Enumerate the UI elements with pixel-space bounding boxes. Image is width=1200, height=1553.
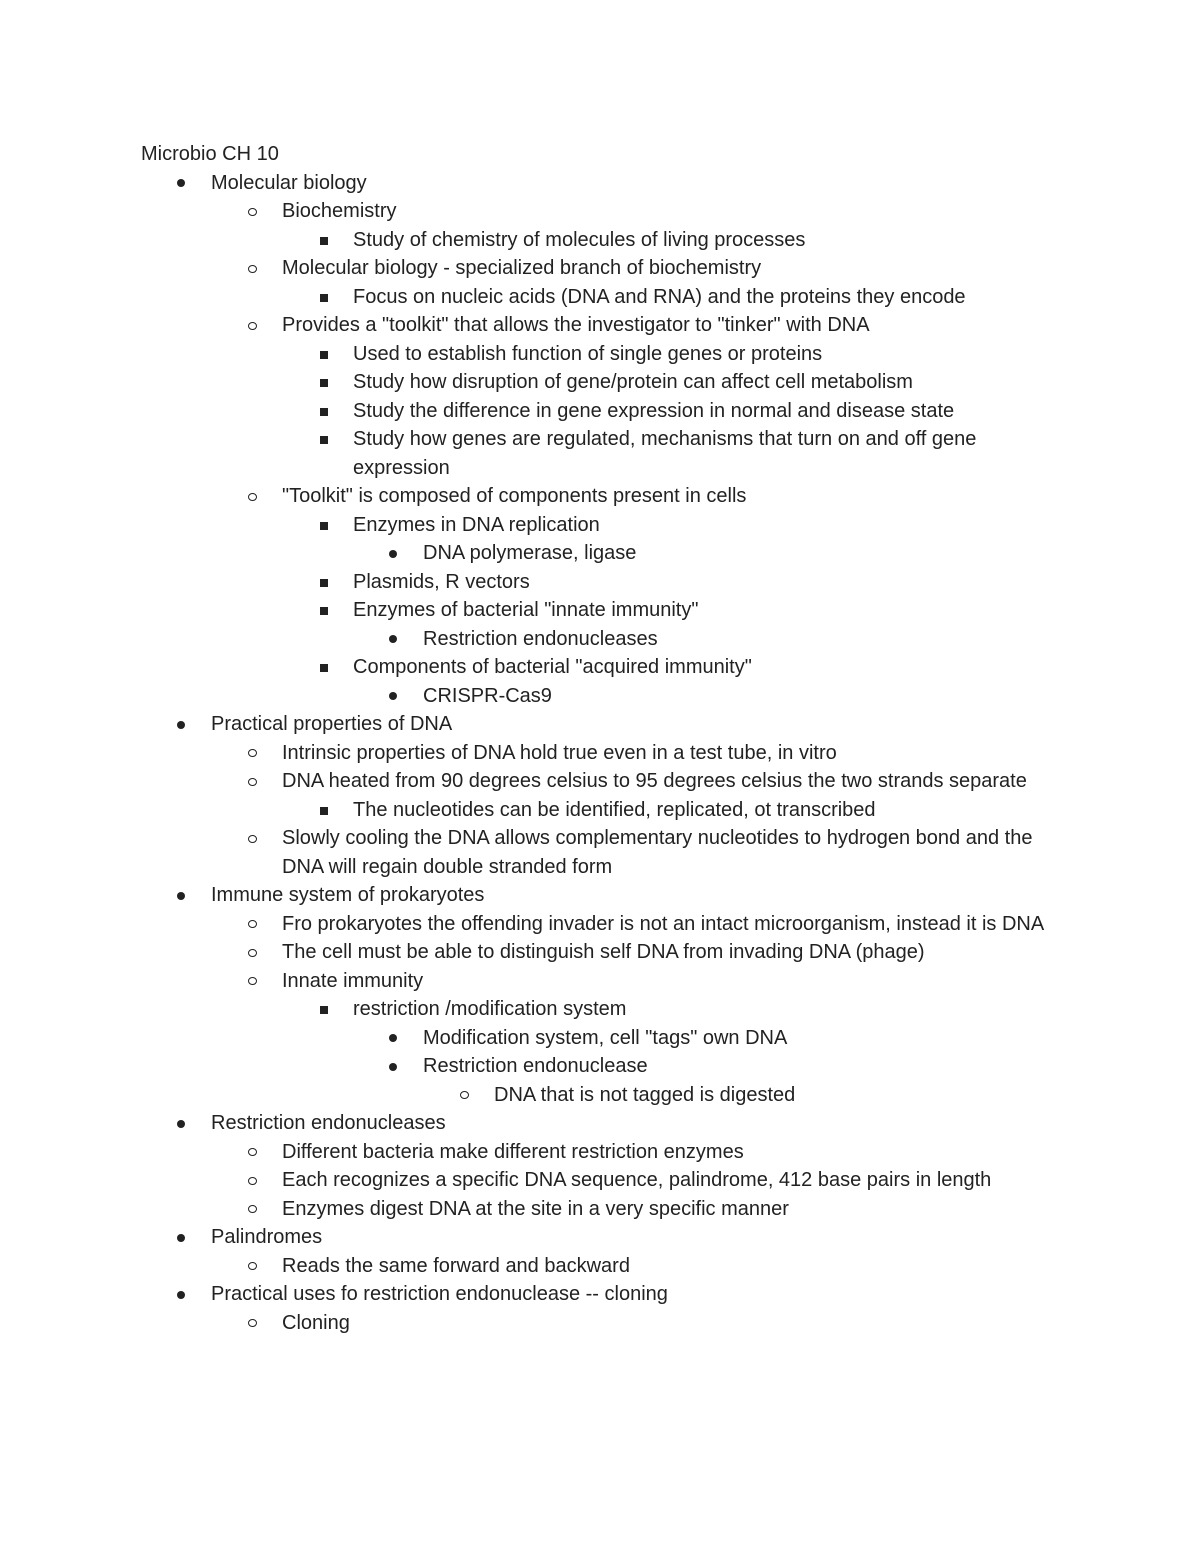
- outline-item-text: Slowly cooling the DNA allows complementary nucleotides to hydrogen bond and the DNA will regain double stranded form: [282, 827, 1033, 878]
- outline-item-level-3: [0, 340, 1073, 369]
- outline-item-text: Used to establish function of single genes or proteins: [353, 342, 823, 365]
- outline-item-level-1: [0, 1223, 1071, 1252]
- outline-item-level-3: [0, 596, 1073, 625]
- outline-item-level-4: [0, 682, 1073, 711]
- outline-item-level-2: [0, 938, 1072, 967]
- outline-item-text: Study how genes are regulated, mechanisms that turn on and off gene expression: [353, 428, 977, 479]
- outline-item-text: Innate immunity: [282, 969, 424, 992]
- outline-item-text: Fro prokaryotes the offending invader is not an intact microorganism, instead it is DNA: [282, 912, 1045, 935]
- outline-item-level-4: [0, 1052, 1073, 1081]
- outline-item-text: DNA polymerase, ligase: [423, 542, 637, 564]
- outline-item-text: Reads the same forward and backward: [282, 1254, 630, 1277]
- outline-item-level-3: [0, 796, 1073, 825]
- outline-item-text: Study how disruption of gene/protein can affect cell metabolism: [353, 371, 913, 393]
- outline-item-level-1: [0, 1280, 1071, 1309]
- outline-item-level-4: [0, 1024, 1073, 1053]
- outline-item-text: Study the difference in gene expression in normal and disease state: [353, 399, 955, 422]
- outline-item-text: Provides a "toolkit" that allows the investigator to "tinker" with DNA: [282, 314, 870, 336]
- outline-item-text: Molecular biology: [211, 171, 367, 194]
- outline-item-level-2: [0, 1166, 1072, 1195]
- outline-item-text: Enzymes of bacterial "innate immunity": [353, 599, 699, 621]
- outline-item-level-2: [0, 254, 1072, 283]
- outline-item-text: The nucleotides can be identified, replicated, ot transcribed: [353, 798, 876, 821]
- outline-item-text: Study of chemistry of molecules of living processes: [353, 228, 806, 251]
- outline-item-level-3: [0, 511, 1073, 540]
- outline-item-text: Components of bacterial "acquired immunity": [353, 656, 752, 678]
- outline-item-text: Molecular biology - specialized branch of biochemistry: [282, 257, 762, 279]
- outline-item-text: Cloning: [282, 1311, 350, 1334]
- outline-item-text: Different bacteria make different restriction enzymes: [282, 1140, 744, 1163]
- outline-item-level-2: [0, 967, 1072, 996]
- outline-item-text: Each recognizes a specific DNA sequence, palindrome, 412 base pairs in length: [282, 1169, 992, 1191]
- outline-item-level-2: [0, 1309, 1072, 1338]
- outline-item-text: Plasmids, R vectors: [353, 570, 530, 593]
- outline-item-text: Practical uses fo restriction endonuclease -- cloning: [211, 1283, 668, 1305]
- outline-item-text: Restriction endonucleases: [211, 1112, 446, 1134]
- outline-list: [0, 169, 1200, 1338]
- outline-item-level-2: [0, 311, 1072, 340]
- outline-item-text: Immune system of prokaryotes: [211, 884, 485, 906]
- outline-item-text: Modification system, cell "tags" own DNA: [423, 1026, 788, 1049]
- outline-item-text: Restriction endonuclease: [423, 1055, 648, 1077]
- outline-item-text: Biochemistry: [282, 200, 397, 222]
- outline-item-level-1: [0, 1109, 1071, 1138]
- outline-item-text: Practical properties of DNA: [211, 713, 453, 735]
- outline-item-level-3: [0, 995, 1073, 1024]
- outline-item-level-2: [0, 1252, 1072, 1281]
- outline-item-level-3: [0, 653, 1073, 682]
- outline-item-text: Restriction endonucleases: [423, 627, 658, 650]
- outline-item-text: restriction /modification system: [353, 998, 627, 1020]
- outline-item-text: CRISPR-Cas9: [423, 684, 552, 707]
- outline-item-text: Enzymes digest DNA at the site in a very specific manner: [282, 1197, 789, 1220]
- outline-item-level-3: [0, 368, 1073, 397]
- outline-item-level-2: [0, 767, 1072, 796]
- outline-item-level-3: [0, 425, 1073, 482]
- outline-item-level-2: [0, 739, 1072, 768]
- outline-item-level-2: [0, 910, 1072, 939]
- outline-item-text: Focus on nucleic acids (DNA and RNA) and the proteins they encode: [353, 285, 966, 308]
- outline-item-level-3: [0, 568, 1073, 597]
- outline-item-level-2: [0, 824, 1072, 881]
- outline-item-level-4: [0, 625, 1073, 654]
- outline-item-text: Intrinsic properties of DNA hold true even in a test tube, in vitro: [282, 741, 837, 764]
- outline-item-level-1: [0, 881, 1071, 910]
- outline-item-level-2: [0, 482, 1072, 511]
- outline-item-level-5: [0, 1081, 1074, 1110]
- outline-item-level-2: [0, 1138, 1072, 1167]
- outline-item-level-3: [0, 226, 1073, 255]
- outline-item-text: Enzymes in DNA replication: [353, 513, 600, 536]
- outline-item-level-1: [0, 710, 1071, 739]
- document-title: Microbio CH 10: [141, 143, 279, 165]
- outline-item-level-3: [0, 283, 1073, 312]
- outline-item-text: The cell must be able to distinguish self DNA from invading DNA (phage): [282, 941, 925, 963]
- outline-item-text: DNA that is not tagged is digested: [494, 1083, 796, 1106]
- outline-item-level-1: [0, 169, 1071, 198]
- outline-item-text: DNA heated from 90 degrees celsius to 95 degrees celsius the two strands separate: [282, 770, 1027, 792]
- outline-item-text: "Toolkit" is composed of components present in cells: [282, 485, 747, 507]
- outline-item-level-4: [0, 539, 1073, 568]
- outline-item-level-2: [0, 1195, 1072, 1224]
- outline-item-level-3: [0, 397, 1073, 426]
- outline-item-text: Palindromes: [211, 1226, 323, 1248]
- outline-item-level-2: [0, 197, 1072, 226]
